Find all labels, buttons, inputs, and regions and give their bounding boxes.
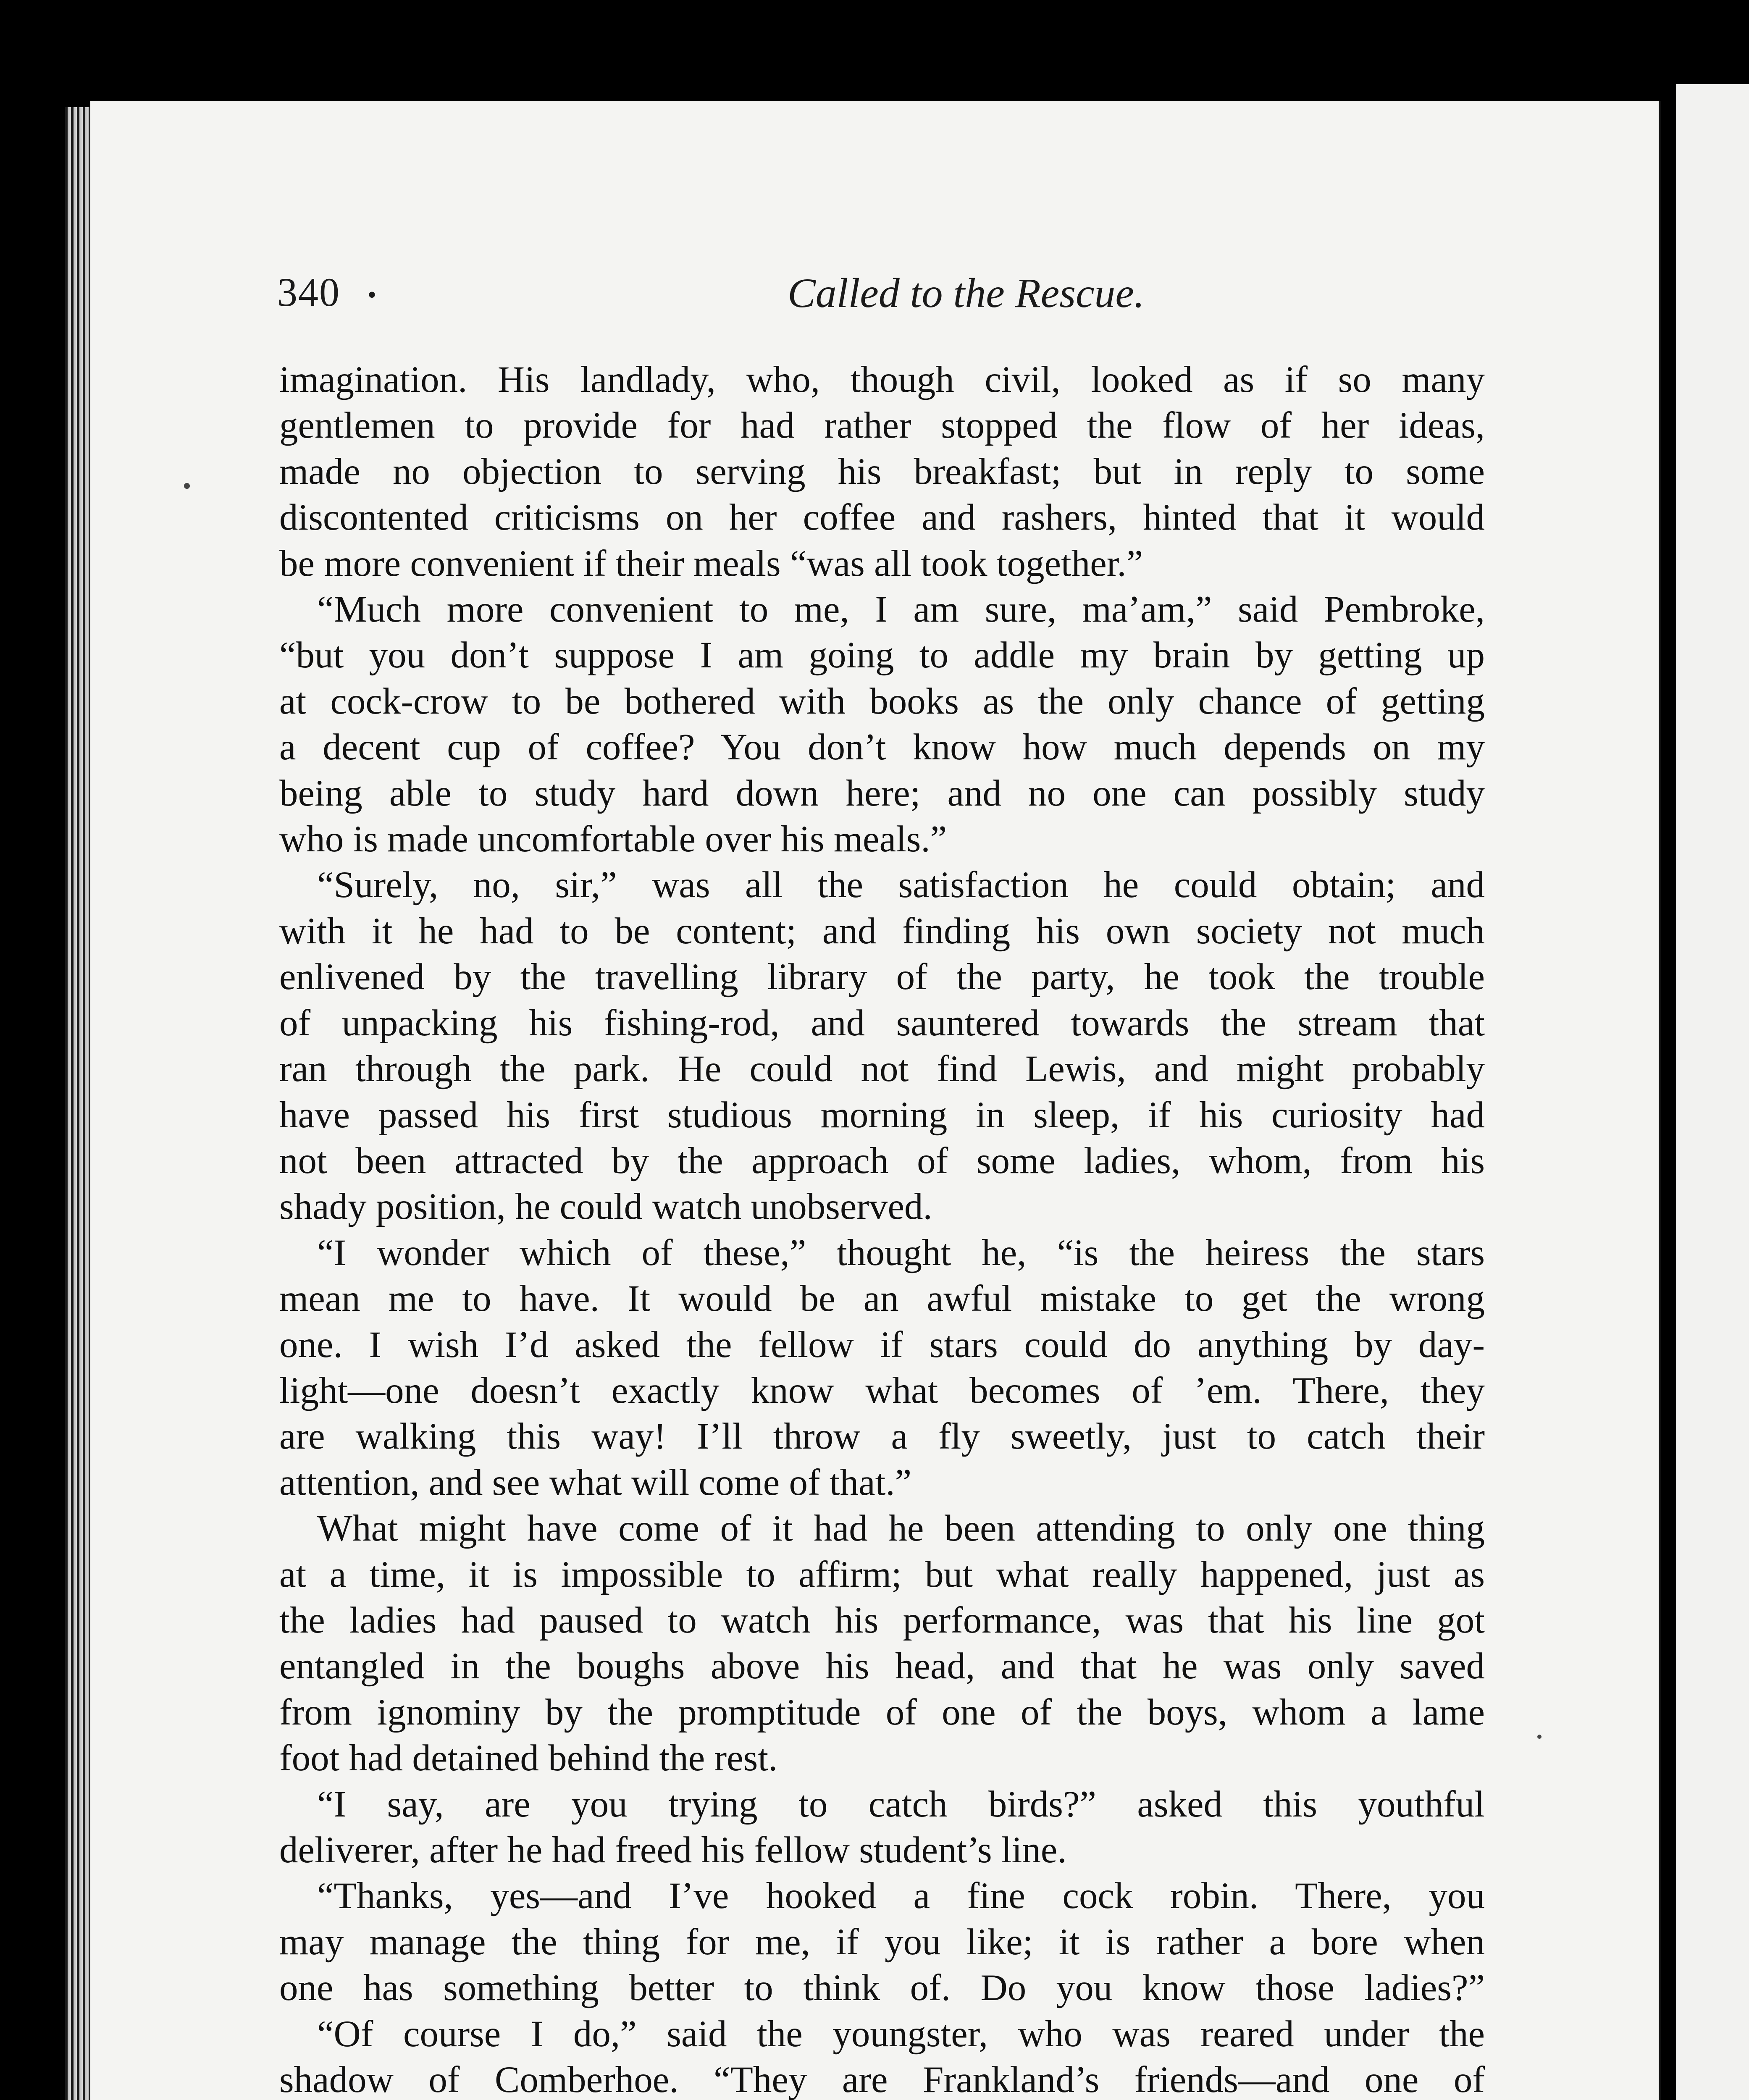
running-title: Called to the Rescue. [788, 270, 1145, 316]
text-line: have passed his first studious morning in sleep, if his curiosity had [279, 1094, 1485, 1136]
page-speck [1537, 1735, 1542, 1739]
text-line: one. I wish I’d asked the fellow if stars could do anything by day- [279, 1324, 1485, 1365]
text-line: at a time, it is impossible to affirm; but what really happened, just as [279, 1554, 1485, 1595]
text-line: with it he had to be content; and finding his own society not much [279, 910, 1485, 952]
text-line: at cock-crow to be bothered with books as the only chance of getting [279, 680, 1485, 722]
text-line: a decent cup of coffee? You don’t know how much depends on my [279, 727, 1485, 768]
text-line: entangled in the boughs above his head, and that he was only saved [279, 1646, 1485, 1687]
text-line: “Of course I do,” said the youngster, who was reared under the [317, 2013, 1485, 2055]
text-line: made no objection to serving his breakfast; but in reply to some [279, 451, 1485, 492]
text-line: “I say, are you trying to catch birds?” asked this youthful [317, 1783, 1485, 1825]
text-line: being able to study hard down here; and no one can possibly study [279, 772, 1485, 814]
page-speck [184, 483, 190, 489]
text-line: “I wonder which of these,” thought he, “is the heiress the stars [317, 1232, 1485, 1273]
text-line: imagination. His landlady, who, though civil, looked as if so many [279, 359, 1485, 400]
text-line: not been attracted by the approach of some ladies, whom, from his [279, 1140, 1485, 1181]
text-line: one has something better to think of. Do you know those ladies?” [279, 1967, 1485, 2009]
page-number: 340 [277, 270, 340, 315]
header-mark: • [368, 281, 377, 309]
body-text [279, 357, 1485, 2100]
text-line: of unpacking his fishing-rod, and sauntered towards the stream that [279, 1002, 1485, 1044]
text-line: are walking this way! I’ll throw a fly sweetly, just to catch their [279, 1416, 1485, 1457]
text-line: who is made uncomfortable over his meals.” [279, 819, 947, 860]
text-line: may manage the thing for me, if you like; it is rather a bore when [279, 1921, 1485, 1963]
page-header [277, 269, 1495, 319]
text-line: light—one doesn’t exactly know what becomes of ’em. There, they [279, 1370, 1485, 1411]
text-line: mean me to have. It would be an awful mistake to get the wrong [279, 1278, 1485, 1320]
text-line: deliverer, after he had freed his fellow student’s line. [279, 1830, 1067, 1871]
text-line: “Much more convenient to me, I am sure, ma’am,” said Pembroke, [317, 589, 1485, 630]
text-line: from ignominy by the promptitude of one of the boys, whom a lame [279, 1691, 1485, 1733]
facing-page-edge [1676, 84, 1749, 2100]
text-line: “Thanks, yes—and I’ve hooked a fine cock robin. There, you [317, 1875, 1485, 1917]
text-line: ran through the park. He could not find Lewis, and might probably [279, 1048, 1485, 1090]
text-line: the ladies had paused to watch his performance, was that his line got [279, 1599, 1485, 1641]
text-line: gentlemen to provide for had rather stopped the flow of her ideas, [279, 405, 1485, 446]
text-line: attention, and see what will come of that.” [279, 1462, 912, 1503]
text-line: foot had detained behind the rest. [279, 1738, 778, 1779]
text-line: be more convenient if their meals “was all took together.” [279, 543, 1143, 584]
text-line: “Surely, no, sir,” was all the satisfaction he could obtain; and [317, 864, 1485, 906]
text-line: shadow of Comberhoe. “They are Frankland’s friends—and one of [279, 2059, 1485, 2100]
text-line: discontented criticisms on her coffee and rashers, hinted that it would [279, 497, 1485, 538]
text-line: enlivened by the travelling library of the party, he took the trouble [279, 956, 1485, 998]
text-line: “but you don’t suppose I am going to addle my brain by getting up [279, 635, 1485, 676]
text-line: shady position, he could watch unobserved. [279, 1186, 932, 1228]
text-line: What might have come of it had he been attending to only one thing [317, 1508, 1485, 1549]
